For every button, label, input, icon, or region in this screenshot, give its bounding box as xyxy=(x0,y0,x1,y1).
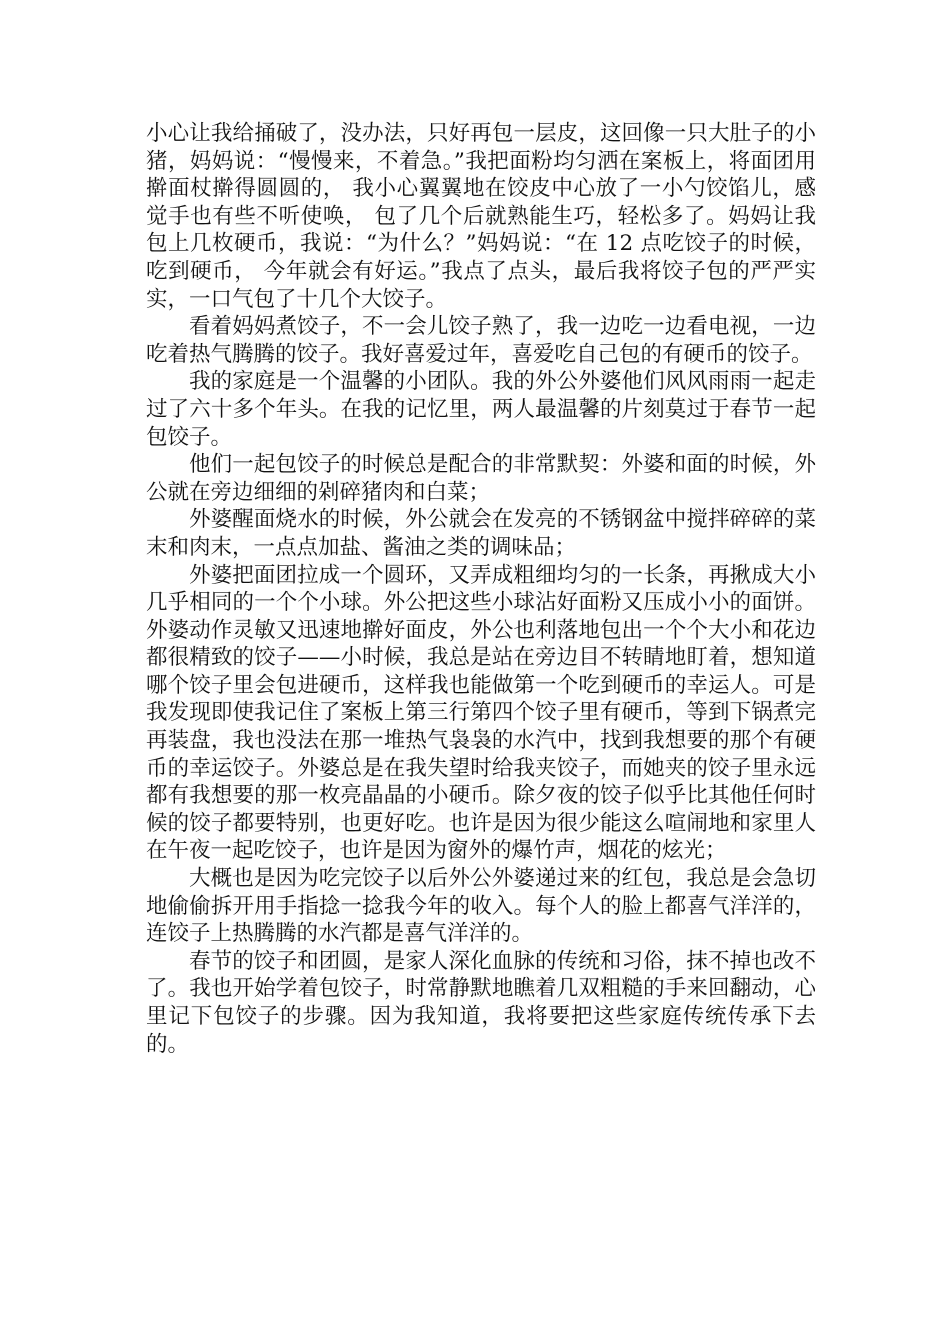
paragraph-cooperation: 他们一起包饺子的时候总是配合的非常默契：外婆和面的时候，外公就在旁边细细的剁碎猪肉和白菜； xyxy=(146,452,816,505)
paragraph-dumpling-wrapping: 小心让我给捅破了，没办法，只好再包一层皮，这回像一只大肚子的小猪，妈妈说：“慢慢来，不着急。”我把面粉均匀洒在案板上，将面团用擀面杖擀得圆圆的， 我小心翼翼地在饺皮中心放了一小勺饺馅儿，感觉手也有些不听使唤， 包了几个后就熟能生巧，轻松多了。妈妈让我包上几枚硬币，我说：“为什么？”妈妈说：“在 12 点吃饺子的时候，吃到硬币， 今年就会有好运。”我点了点头，最后我将饺子包的严严实实，一口气包了十几个大饺子。 xyxy=(146,121,816,312)
document-page xyxy=(146,120,816,1058)
paragraph-tradition: 春节的饺子和团圆，是家人深化血脉的传统和习俗，抹不掉也改不了。我也开始学着包饺子，时常静默地瞧着几双粗糙的手来回翻动，心里记下包饺子的步骤。因为我知道，我将要把这些家庭传统传承下去的。 xyxy=(146,948,816,1057)
paragraph-lucky-coin: 外婆把面团拉成一个圆环，又弄成粗细均匀的一长条，再揪成大小几乎相同的一个个小球。外公把这些小球沾好面粉又压成小小的面饼。外婆动作灵敏又迅速地擀好面皮，外公也利落地包出一个个大小和花边都很精致的饺子——小时候，我总是站在旁边目不转睛地盯着，想知道哪个饺子里会包进硬币，这样我也能做第一个吃到硬币的幸运人。可是我发现即使我记住了案板上第三行第四个饺子里有硬币，等到下锅煮完再装盘，我也没法在那一堆热气袅袅的水汽中，找到我想要的那个有硬币的幸运饺子。外婆总是在我失望时给我夹饺子，而她夹的饺子里永远都有我想要的那一枚亮晶晶的小硬币。除夕夜的饺子似乎比其他任何时候的饺子都要特别，也更好吃。也许是因为很少能这么喧闹地和家里人在午夜一起吃饺子，也许是因为窗外的爆竹声，烟花的炫光； xyxy=(146,562,816,864)
paragraph-warm-family: 我的家庭是一个温馨的小团队。我的外公外婆他们风风雨雨一起走过了六十多个年头。在我的记忆里，两人最温馨的片刻莫过于春节一起包饺子。 xyxy=(146,369,816,450)
paragraph-filling: 外婆醒面烧水的时候，外公就会在发亮的不锈钢盆中搅拌碎碎的菜末和肉末，一点点加盐、酱油之类的调味品； xyxy=(146,507,816,560)
paragraph-red-envelope: 大概也是因为吃完饺子以后外公外婆递过来的红包，我总是会急切地偷偷拆开用手指捻一捻我今年的收入。每个人的脸上都喜气洋洋的，连饺子上热腾腾的水汽都是喜气洋洋的。 xyxy=(146,866,816,947)
paragraph-mom-cooking: 看着妈妈煮饺子，不一会儿饺子熟了，我一边吃一边看电视，一边吃着热气腾腾的饺子。我好喜爱过年，喜爱吃自己包的有硬币的饺子。 xyxy=(146,314,816,367)
